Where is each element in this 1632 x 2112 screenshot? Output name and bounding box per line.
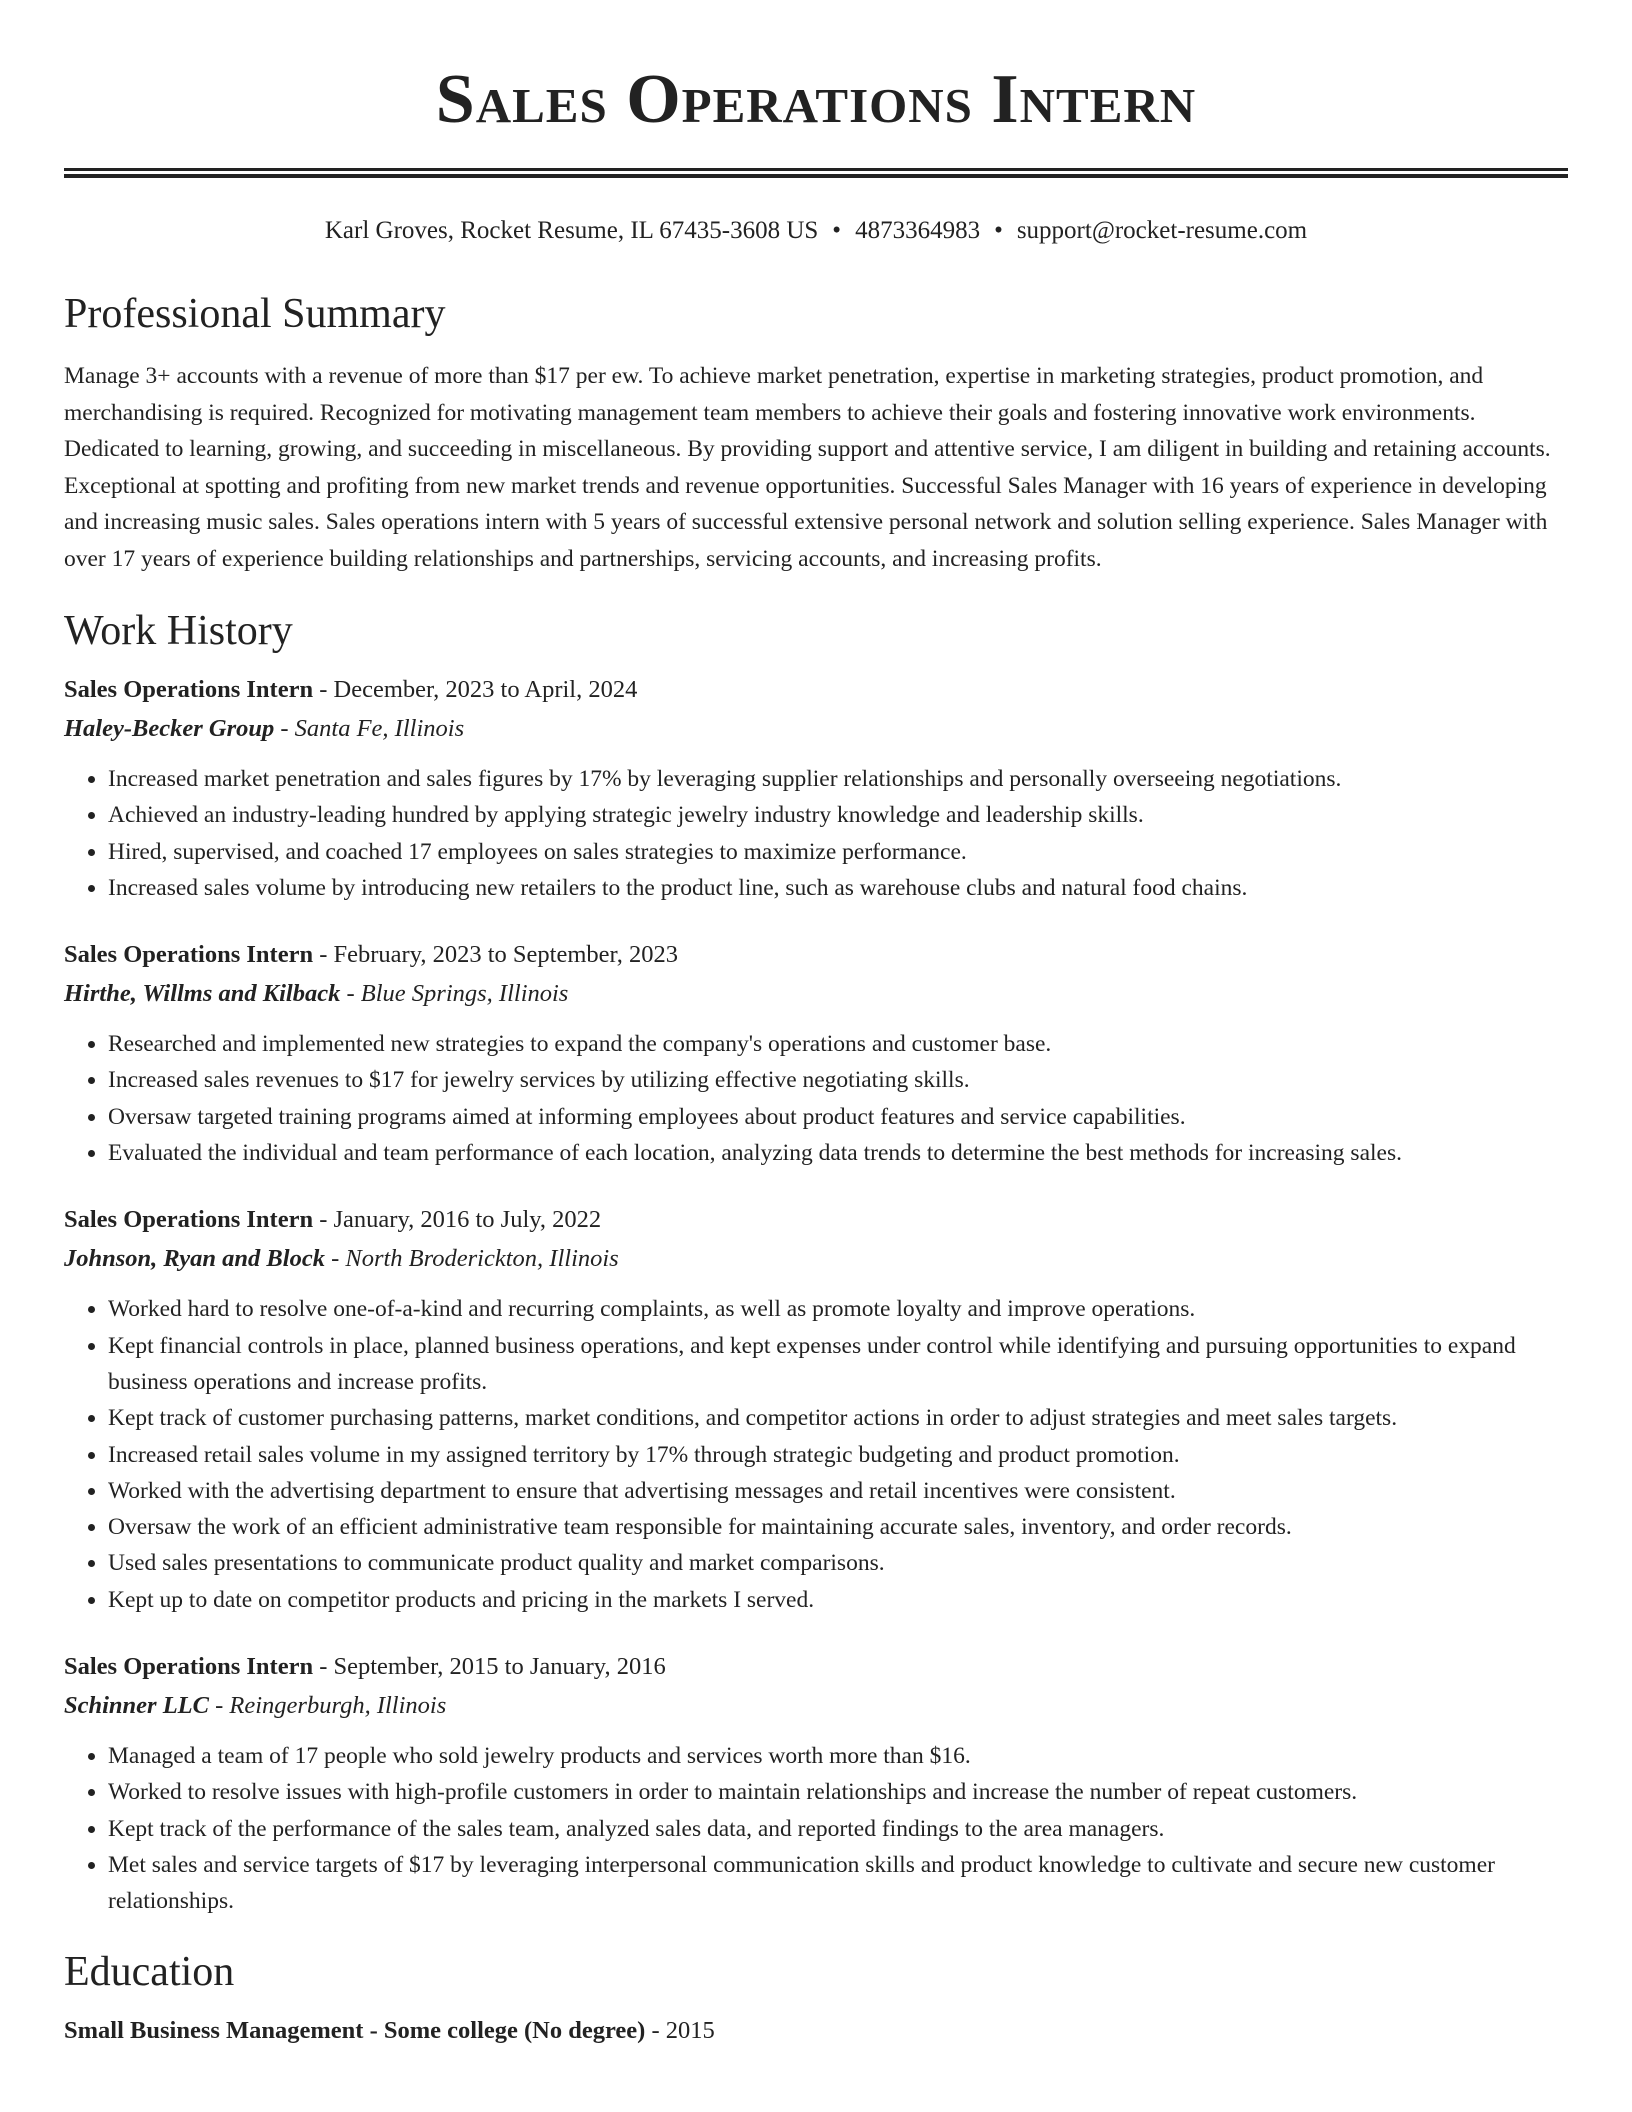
job-bullet: • Worked with the advertising department to ensure that advertising messages and retail incentives were consistent. <box>108 1473 1568 1509</box>
job-bullet: • Researched and implemented new strategies to expand the company's operations and customer base. <box>108 1026 1568 1062</box>
job-dates: - January, 2016 to July, 2022 <box>313 1206 602 1234</box>
job-company: Johnson, Ryan and Block <box>64 1245 325 1273</box>
job-header <box>64 936 1568 974</box>
job-employer <box>64 974 1568 1014</box>
work-history-heading: Work History <box>64 608 293 654</box>
contact-separator: • <box>994 217 1003 244</box>
job-bullets <box>64 761 1568 906</box>
job-dates: - February, 2023 to September, 2023 <box>313 941 678 969</box>
job-location: - Santa Fe, Illinois <box>274 715 465 742</box>
job-bullet: • Kept up to date on competitor products and pricing in the markets I served. <box>108 1582 1568 1618</box>
job-dates: - September, 2015 to January, 2016 <box>313 1653 666 1681</box>
job-employer <box>64 1686 1568 1726</box>
job-header <box>64 1201 1568 1239</box>
job-role: Sales Operations Intern <box>64 1653 314 1681</box>
job-entry <box>64 1648 1568 1919</box>
contact-email: support@rocket-resume.com <box>1016 217 1308 244</box>
job-role: Sales Operations Intern <box>64 1206 314 1234</box>
job-bullet: • Kept financial controls in place, planned business operations, and kept expenses under control while identifying and pursuing opportunities to expand business operations and increase profits. <box>108 1328 1568 1401</box>
job-bullet: • Worked hard to resolve one-of-a-kind and recurring complaints, as well as promote loyalty and improve operations. <box>108 1291 1568 1327</box>
job-bullets <box>64 1291 1568 1618</box>
education-entry <box>64 2012 1568 2050</box>
job-header <box>64 1648 1568 1686</box>
job-location: - North Broderickton, Illinois <box>324 1245 619 1273</box>
resume-page <box>64 0 1568 2050</box>
education-heading: Education <box>64 1948 235 1995</box>
job-bullet: • Worked to resolve issues with high-profile customers in order to maintain relationships and increase the number of repeat customers. <box>108 1774 1568 1810</box>
job-company: Schinner LLC <box>64 1692 209 1720</box>
job-bullet: • Hired, supervised, and coached 17 employees on sales strategies to maximize performance. <box>108 834 1568 870</box>
job-role: Sales Operations Intern <box>64 941 314 969</box>
job-entry <box>64 936 1568 1171</box>
job-entry <box>64 1201 1568 1618</box>
job-bullet: • Kept track of customer purchasing patterns, market conditions, and competitor actions in order to adjust strategies and meet sales targets. <box>108 1400 1568 1436</box>
contact-address: Karl Groves, Rocket Resume, IL 67435-3608 US <box>324 217 819 244</box>
job-bullet: • Increased sales revenues to $17 for jewelry services by utilizing effective negotiating skills. <box>108 1062 1568 1098</box>
job-bullet: • Increased sales volume by introducing new retailers to the product line, such as warehouse clubs and natural food chains. <box>108 870 1568 906</box>
summary-heading: Professional Summary <box>64 291 446 337</box>
job-bullet: • Met sales and service targets of $17 by leveraging interpersonal communication skills and product knowledge to cultivate and secure new customer relationships. <box>108 1847 1568 1920</box>
job-company: Haley-Becker Group <box>64 715 275 742</box>
education-degree: Small Business Management - Some college (No degree) <box>64 2016 646 2044</box>
education-year: - 2015 <box>645 2016 715 2044</box>
job-bullet: • Managed a team of 17 people who sold jewelry products and services worth more than $16. <box>108 1738 1568 1774</box>
job-location: - Blue Springs, Illinois <box>340 980 569 1008</box>
title-divider <box>64 168 1568 178</box>
resume-title: Sales Operations Intern <box>435 61 1197 138</box>
job-bullet: • Increased market penetration and sales figures by 17% by leveraging supplier relationships and personally overseeing negotiations. <box>108 761 1568 797</box>
job-bullet: • Achieved an industry-leading hundred by applying strategic jewelry industry knowledge and leadership skills. <box>108 797 1568 833</box>
contact-separator: • <box>832 217 842 244</box>
job-bullet: • Increased retail sales volume in my assigned territory by 17% through strategic budgeting and product promotion. <box>108 1437 1568 1473</box>
job-bullet: • Oversaw the work of an efficient administrative team responsible for maintaining accurate sales, inventory, and order records. <box>108 1509 1568 1545</box>
job-entry <box>64 671 1568 906</box>
job-company: Hirthe, Willms and Kilback <box>64 980 341 1008</box>
contact-line <box>64 214 1568 248</box>
job-employer <box>64 1239 1568 1279</box>
job-role: Sales Operations Intern <box>64 676 314 703</box>
job-dates: - December, 2023 to April, 2024 <box>313 676 638 703</box>
job-bullets <box>64 1026 1568 1171</box>
job-header <box>64 671 1568 709</box>
job-location: - Reingerburgh, Illinois <box>209 1692 447 1720</box>
job-bullet: • Kept track of the performance of the sales team, analyzed sales data, and reported findings to the area managers. <box>108 1811 1568 1847</box>
job-bullet: • Oversaw targeted training programs aimed at informing employees about product features and service capabilities. <box>108 1099 1568 1135</box>
summary-text: Manage 3+ accounts with a revenue of more than $17 per ew. To achieve market penetration, expertise in marketing strategies, product promotion, and merchandising is required. Recognized for motivating management team members to achieve their goals and fostering innovative work environments. Dedicated to learning, growing, and succeeding in miscellaneous. By providing support and attentive service, I am diligent in building and retaining accounts. Exceptional at spotting and profiting from new market trends and revenue opportunities. Successful Sales Manager with 16 years of experience in developing and increasing music sales. Sales operations intern with 5 years of successful extensive personal network and solution selling experience. Sales Manager with over 17 years of experience building relationships and partnerships, servicing accounts, and increasing profits. <box>64 363 1551 572</box>
job-employer <box>64 709 1568 749</box>
job-bullet: • Evaluated the individual and team performance of each location, analyzing data trends to determine the best methods for increasing sales. <box>108 1135 1568 1171</box>
contact-phone: 4873364983 <box>855 217 981 244</box>
job-bullets <box>64 1738 1568 1919</box>
job-bullet: • Used sales presentations to communicate product quality and market comparisons. <box>108 1545 1568 1581</box>
